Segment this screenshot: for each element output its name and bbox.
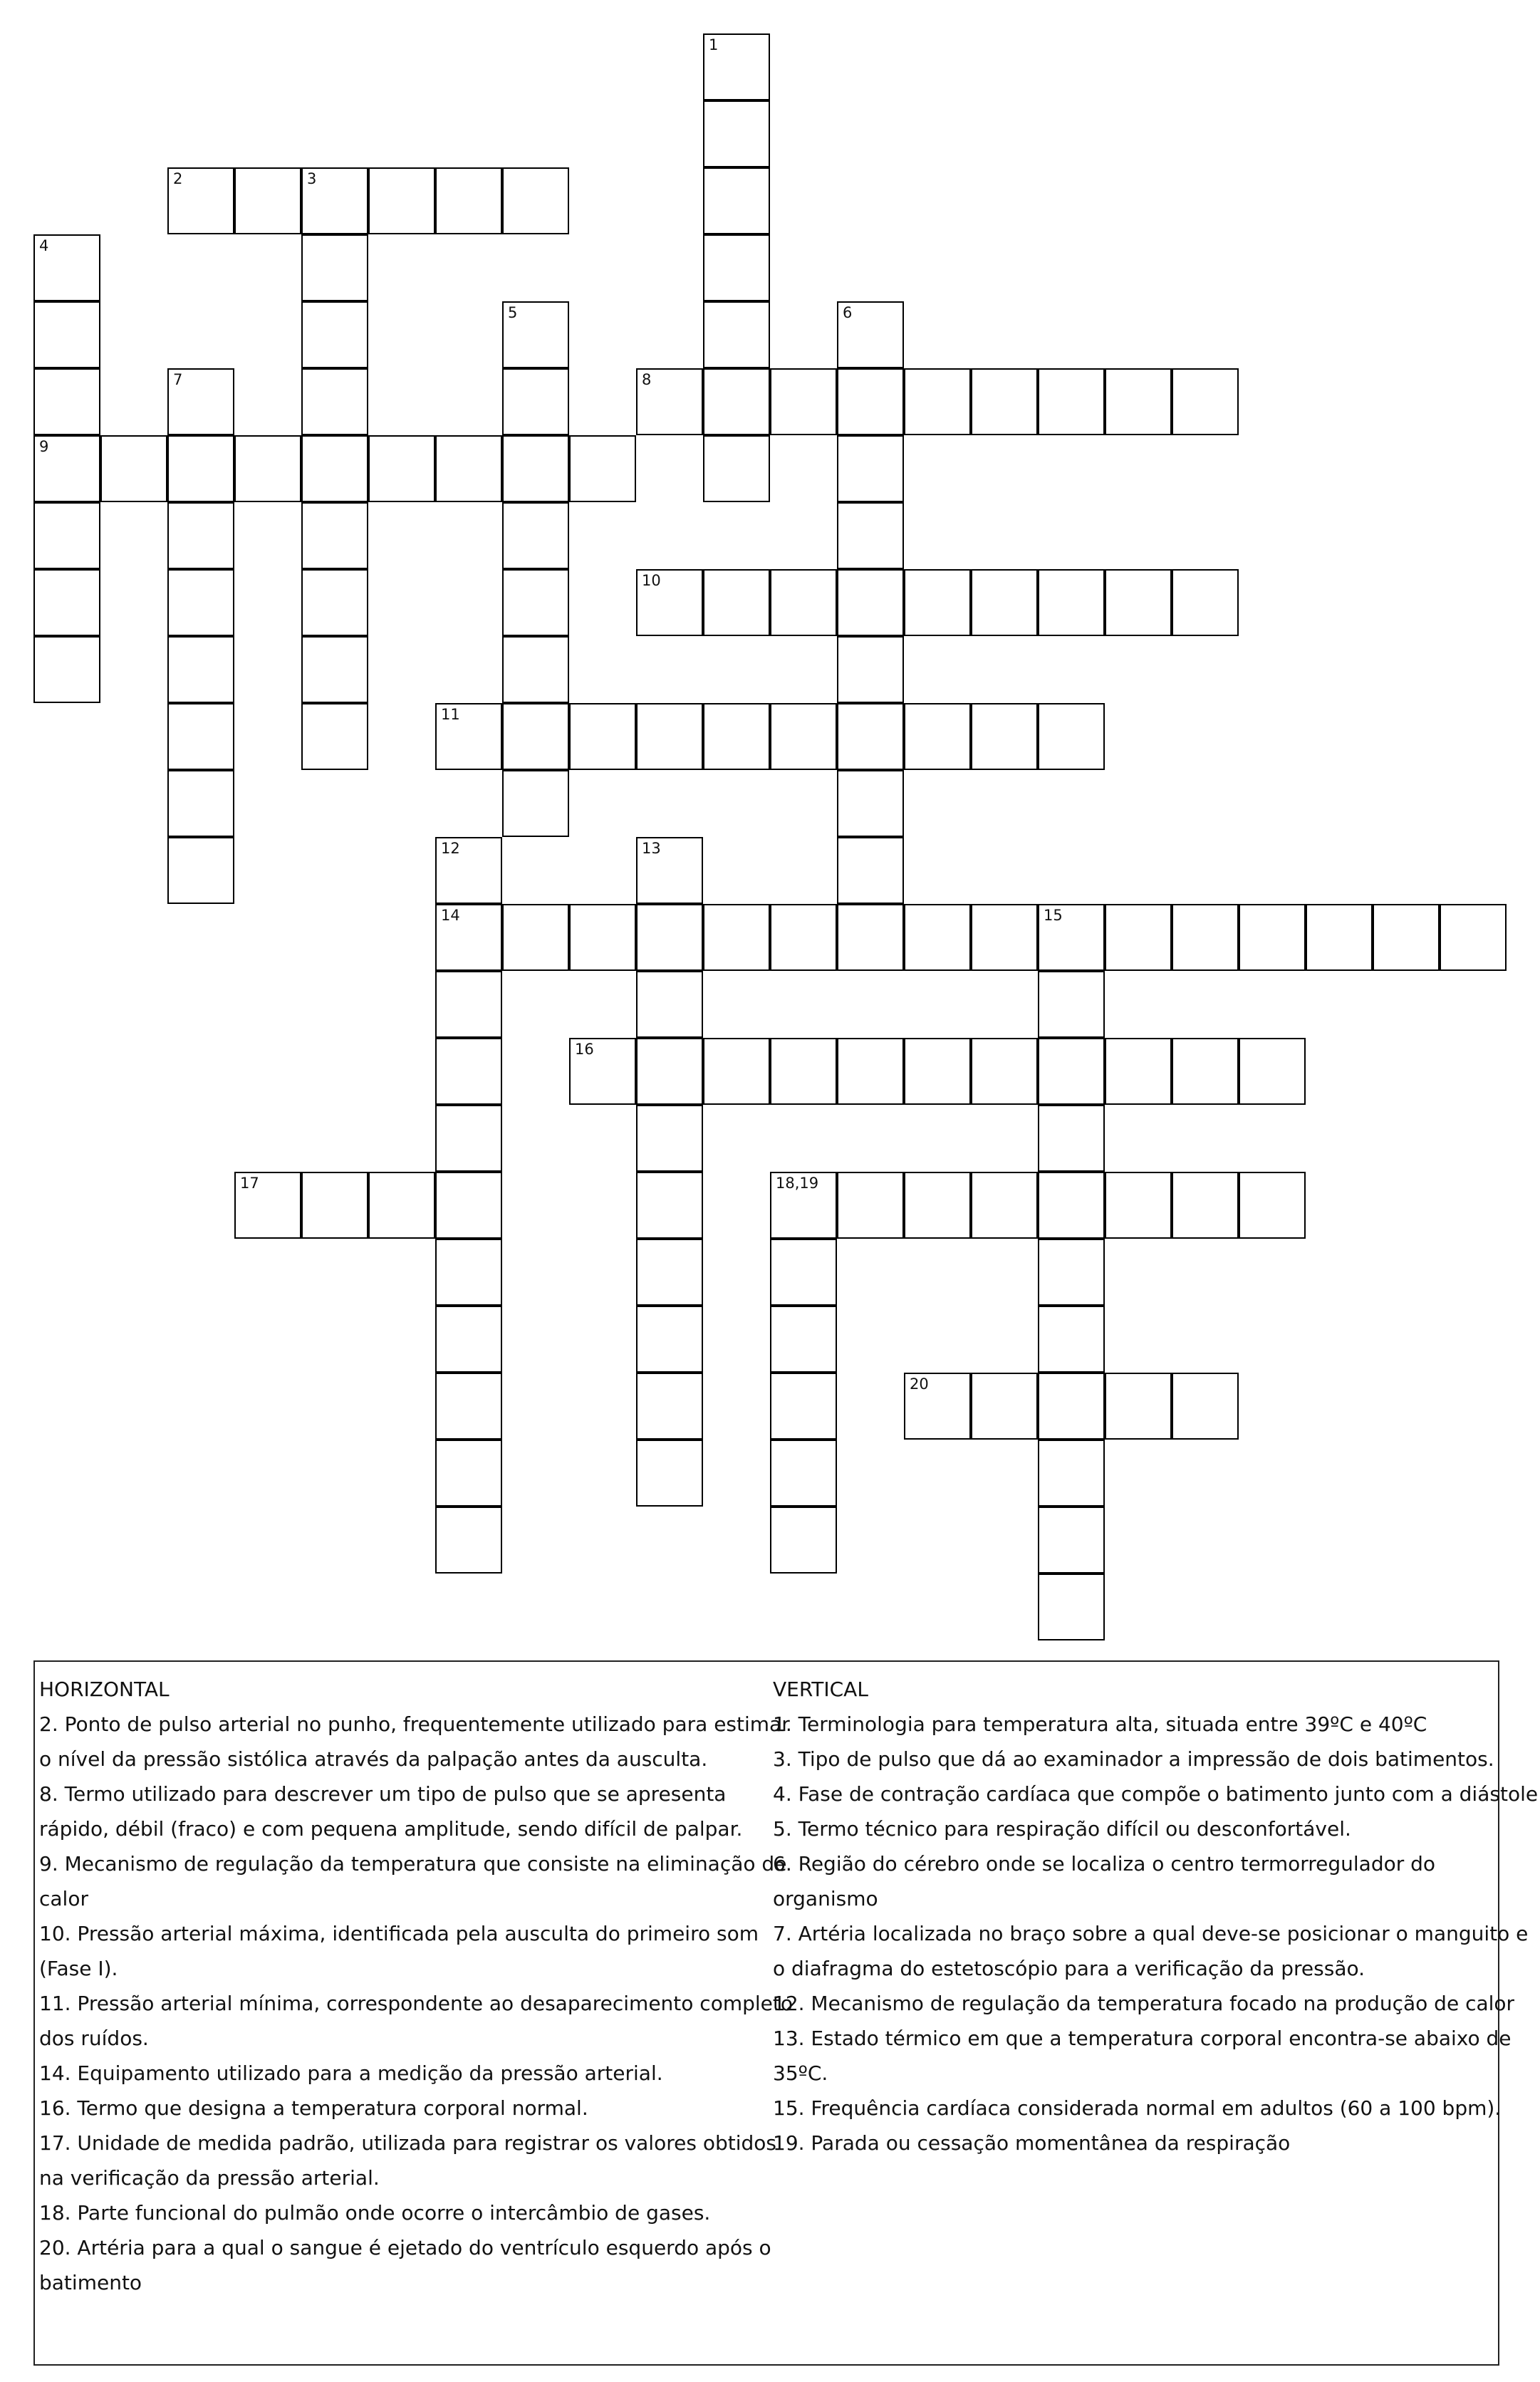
crossword-cell[interactable] xyxy=(971,1172,1038,1239)
clue-text: 16. Termo que designa a temperatura corporal normal. xyxy=(39,2096,588,2120)
clue-text: organismo xyxy=(773,1887,878,1910)
crossword-cell[interactable] xyxy=(301,1172,368,1239)
vertical-clues xyxy=(773,1672,1539,2160)
crossword-cell[interactable] xyxy=(971,703,1038,770)
clue-item xyxy=(773,1742,1492,1777)
clue-item xyxy=(39,1986,793,2056)
crossword-cell[interactable] xyxy=(1373,904,1440,971)
crossword-cell[interactable] xyxy=(904,1172,971,1239)
crossword-cell[interactable] xyxy=(837,770,904,837)
clue-item xyxy=(773,1777,1539,1811)
crossword-cell[interactable] xyxy=(33,368,100,435)
crossword-cell[interactable] xyxy=(301,636,368,703)
crossword-cell[interactable] xyxy=(569,435,636,502)
clue-text: 18. Parte funcional do pulmão onde ocorre o intercâmbio de gases. xyxy=(39,2201,711,2225)
clue-number: 11 xyxy=(441,706,460,723)
crossword-cell[interactable] xyxy=(1038,569,1105,636)
crossword-cell[interactable] xyxy=(703,301,770,368)
clue-item xyxy=(773,2021,1512,2091)
crossword-cell[interactable] xyxy=(33,435,100,502)
clue-item xyxy=(773,1916,1529,1986)
crossword-cell[interactable] xyxy=(167,837,234,904)
crossword-cell[interactable] xyxy=(703,368,770,435)
crossword-cell[interactable] xyxy=(703,234,770,301)
crossword-cell[interactable] xyxy=(435,1105,502,1172)
crossword-cell[interactable] xyxy=(1440,904,1507,971)
crossword-cell[interactable] xyxy=(904,1373,971,1440)
crossword-cell[interactable] xyxy=(435,1306,502,1373)
clue-number: 4 xyxy=(39,237,49,254)
crossword-cell[interactable] xyxy=(636,1105,703,1172)
crossword-cell[interactable] xyxy=(1038,703,1105,770)
crossword-cell[interactable] xyxy=(703,100,770,167)
clue-number: 16 xyxy=(575,1041,594,1058)
crossword-cell[interactable] xyxy=(502,368,569,435)
crossword-cell[interactable] xyxy=(435,435,502,502)
crossword-cell[interactable] xyxy=(636,1172,703,1239)
crossword-cell[interactable] xyxy=(837,636,904,703)
crossword-cell[interactable] xyxy=(837,569,904,636)
crossword-cell[interactable] xyxy=(636,569,703,636)
crossword-cell[interactable] xyxy=(1038,971,1105,1038)
crossword-cell[interactable] xyxy=(502,167,569,234)
clue-text: 8. Termo utilizado para descrever um tipo de pulso que se apresenta xyxy=(39,1782,727,1806)
crossword-cell[interactable] xyxy=(1172,904,1239,971)
clue-item xyxy=(773,1846,1492,1916)
clue-number: 12 xyxy=(441,840,460,857)
clue-item xyxy=(773,2091,1502,2126)
clue-item xyxy=(39,2230,777,2300)
horizontal-clues-heading: HORIZONTAL xyxy=(39,1678,170,1701)
crossword-cell[interactable] xyxy=(1105,368,1172,435)
clue-text: o diafragma do estetoscópio para a verificação da pressão. xyxy=(773,1957,1365,1980)
crossword-cell[interactable] xyxy=(636,971,703,1038)
crossword-cell[interactable] xyxy=(1105,904,1172,971)
crossword-cell[interactable] xyxy=(435,703,502,770)
crossword-cell[interactable] xyxy=(837,1172,904,1239)
crossword-cell[interactable] xyxy=(301,703,368,770)
crossword-cell[interactable] xyxy=(770,1507,837,1574)
clue-text: 35ºC. xyxy=(773,2061,828,2085)
clue-text: 13. Estado térmico em que a temperatura corporal encontra-se abaixo de xyxy=(773,2027,1512,2050)
horizontal-clue-list xyxy=(39,1707,793,2300)
crossword-cell[interactable] xyxy=(1172,1373,1239,1440)
crossword-cell[interactable] xyxy=(837,301,904,368)
clue-text: 5. Termo técnico para respiração difícil ou desconfortável. xyxy=(773,1817,1351,1841)
crossword-cell[interactable] xyxy=(904,569,971,636)
crossword-cell[interactable] xyxy=(703,33,770,100)
clue-item xyxy=(39,2091,777,2126)
clue-text: 10. Pressão arterial máxima, identificada pela ausculta do primeiro som xyxy=(39,1922,759,1945)
crossword-cell[interactable] xyxy=(368,435,435,502)
clue-text: 15. Frequência cardíaca considerada normal em adultos (60 a 100 bpm). xyxy=(773,2096,1502,2120)
crossword-cell[interactable] xyxy=(770,703,837,770)
crossword-cell[interactable] xyxy=(502,770,569,837)
crossword-cell[interactable] xyxy=(167,502,234,569)
crossword-cell[interactable] xyxy=(368,167,435,234)
clue-item xyxy=(773,1811,1492,1846)
crossword-cell[interactable] xyxy=(636,837,703,904)
crossword-cell[interactable] xyxy=(502,502,569,569)
crossword-cell[interactable] xyxy=(636,1239,703,1306)
crossword-cell[interactable] xyxy=(368,1172,435,1239)
clue-text: 11. Pressão arterial mínima, correspondente ao desaparecimento completo xyxy=(39,1992,793,2015)
clue-number: 7 xyxy=(173,371,183,388)
crossword-cell[interactable] xyxy=(837,368,904,435)
clue-item xyxy=(39,1777,777,1846)
clue-number: 20 xyxy=(910,1375,929,1393)
crossword-cell[interactable] xyxy=(837,703,904,770)
crossword-cell[interactable] xyxy=(971,368,1038,435)
crossword-cell[interactable] xyxy=(770,1440,837,1507)
clue-number: 1 xyxy=(709,36,719,53)
crossword-cell[interactable] xyxy=(167,167,234,234)
crossword-cell[interactable] xyxy=(33,234,100,301)
crossword-cell[interactable] xyxy=(837,1038,904,1105)
crossword-cell[interactable] xyxy=(569,1038,636,1105)
crossword-cell[interactable] xyxy=(502,703,569,770)
crossword-cell[interactable] xyxy=(502,636,569,703)
clue-number: 18,19 xyxy=(776,1175,819,1192)
crossword-cell[interactable] xyxy=(636,703,703,770)
clue-item xyxy=(39,2126,777,2195)
crossword-cell[interactable] xyxy=(703,1038,770,1105)
crossword-cell[interactable] xyxy=(100,435,167,502)
clue-number: 17 xyxy=(240,1175,259,1192)
crossword-cell[interactable] xyxy=(435,1038,502,1105)
clue-text: 9. Mecanismo de regulação da temperatura que consiste na eliminação de xyxy=(39,1852,787,1876)
crossword-cell[interactable] xyxy=(33,502,100,569)
crossword-cell[interactable] xyxy=(971,569,1038,636)
crossword-cell[interactable] xyxy=(1038,1038,1105,1105)
crossword-cell[interactable] xyxy=(770,1373,837,1440)
clue-item xyxy=(39,1916,777,1986)
horizontal-clues xyxy=(39,1672,793,2300)
crossword-cell[interactable] xyxy=(569,703,636,770)
crossword-cell[interactable] xyxy=(502,301,569,368)
clue-text: 17. Unidade de medida padrão, utilizada para registrar os valores obtidos xyxy=(39,2131,776,2155)
clue-number: 2 xyxy=(173,170,183,187)
clue-item xyxy=(773,1707,1492,1742)
crossword-cell[interactable] xyxy=(502,569,569,636)
crossword-cell[interactable] xyxy=(904,1038,971,1105)
clue-number: 8 xyxy=(642,371,652,388)
clue-item xyxy=(773,1986,1515,2021)
crossword-cell[interactable] xyxy=(33,301,100,368)
crossword-cell[interactable] xyxy=(502,435,569,502)
crossword-cell[interactable] xyxy=(1105,1038,1172,1105)
crossword-cell[interactable] xyxy=(971,904,1038,971)
clue-text: rápido, débil (fraco) e com pequena amplitude, sendo difícil de palpar. xyxy=(39,1817,743,1841)
crossword-cell[interactable] xyxy=(167,636,234,703)
crossword-cell[interactable] xyxy=(1038,368,1105,435)
crossword-cell[interactable] xyxy=(770,1172,837,1239)
crossword-cell[interactable] xyxy=(301,167,368,234)
clue-number: 6 xyxy=(843,304,853,321)
clue-number: 3 xyxy=(307,170,317,187)
clue-item xyxy=(773,2126,1492,2160)
crossword-cell[interactable] xyxy=(167,703,234,770)
crossword-cell[interactable] xyxy=(1239,1172,1306,1239)
crossword-cell[interactable] xyxy=(1172,569,1239,636)
crossword-cell[interactable] xyxy=(301,301,368,368)
crossword-cell[interactable] xyxy=(1172,368,1239,435)
crossword-cell[interactable] xyxy=(1239,904,1306,971)
clue-text: calor xyxy=(39,1887,88,1910)
crossword-cell[interactable] xyxy=(770,569,837,636)
crossword-cell[interactable] xyxy=(770,1239,837,1306)
crossword-cell[interactable] xyxy=(971,1373,1038,1440)
crossword-cell[interactable] xyxy=(703,904,770,971)
crossword-cell[interactable] xyxy=(167,368,234,435)
crossword-cell[interactable] xyxy=(167,569,234,636)
crossword-cell[interactable] xyxy=(636,368,703,435)
clue-text: dos ruídos. xyxy=(39,2027,149,2050)
crossword-cell[interactable] xyxy=(636,904,703,971)
crossword-cell[interactable] xyxy=(1038,1574,1105,1640)
crossword-cell[interactable] xyxy=(1105,1373,1172,1440)
crossword-cell[interactable] xyxy=(301,569,368,636)
crossword-cell[interactable] xyxy=(837,837,904,904)
crossword-cell[interactable] xyxy=(435,1172,502,1239)
clue-number: 9 xyxy=(39,438,49,455)
crossword-cell[interactable] xyxy=(770,1306,837,1373)
clue-text: (Fase I). xyxy=(39,1957,118,1980)
crossword-cell[interactable] xyxy=(904,703,971,770)
vertical-clues-heading: VERTICAL xyxy=(773,1678,868,1701)
crossword-cell[interactable] xyxy=(1306,904,1373,971)
vertical-clue-list xyxy=(773,1707,1539,2160)
clue-text: na verificação da pressão arterial. xyxy=(39,2166,380,2190)
crossword-cell[interactable] xyxy=(1105,1172,1172,1239)
crossword-cell[interactable] xyxy=(1038,1172,1105,1239)
crossword-cell[interactable] xyxy=(1038,1440,1105,1507)
crossword-cell[interactable] xyxy=(33,636,100,703)
crossword-cell[interactable] xyxy=(435,1507,502,1574)
crossword-cell[interactable] xyxy=(770,368,837,435)
crossword-cell[interactable] xyxy=(301,368,368,435)
crossword-cell[interactable] xyxy=(1038,1105,1105,1172)
crossword-cell[interactable] xyxy=(703,569,770,636)
clue-text: o nível da pressão sistólica através da palpação antes da ausculta. xyxy=(39,1747,708,1771)
clue-text: 14. Equipamento utilizado para a medição da pressão arterial. xyxy=(39,2061,663,2085)
crossword-cell[interactable] xyxy=(770,904,837,971)
crossword-cell[interactable] xyxy=(435,1239,502,1306)
crossword-cell[interactable] xyxy=(636,1440,703,1507)
crossword-cell[interactable] xyxy=(703,703,770,770)
crossword-cell[interactable] xyxy=(1038,904,1105,971)
clue-item xyxy=(39,2195,777,2230)
clue-item xyxy=(39,1846,787,1916)
crossword-cell[interactable] xyxy=(636,1038,703,1105)
crossword-cell[interactable] xyxy=(1172,1038,1239,1105)
clue-number: 10 xyxy=(642,572,661,589)
crossword-cell[interactable] xyxy=(301,234,368,301)
crossword-cell[interactable] xyxy=(569,904,636,971)
clue-text: batimento xyxy=(39,2271,142,2294)
crossword-cell[interactable] xyxy=(301,502,368,569)
crossword-cell[interactable] xyxy=(971,1038,1038,1105)
clue-text: 7. Artéria localizada no braço sobre a qual deve-se posicionar o manguito e xyxy=(773,1922,1529,1945)
crossword-cell[interactable] xyxy=(1172,1172,1239,1239)
crossword-cell[interactable] xyxy=(435,971,502,1038)
crossword-cell[interactable] xyxy=(33,569,100,636)
clue-number: 15 xyxy=(1044,907,1063,924)
crossword-cell[interactable] xyxy=(435,837,502,904)
crossword-cell[interactable] xyxy=(234,1172,301,1239)
clues-panel xyxy=(33,1660,1539,2366)
crossword-cell[interactable] xyxy=(904,368,971,435)
crossword-cell[interactable] xyxy=(167,770,234,837)
clue-text: 1. Terminologia para temperatura alta, situada entre 39ºC e 40ºC xyxy=(773,1712,1427,1736)
crossword-cell[interactable] xyxy=(636,1306,703,1373)
crossword-cell[interactable] xyxy=(837,904,904,971)
clue-text: 19. Parada ou cessação momentânea da respiração xyxy=(773,2131,1291,2155)
crossword-cell[interactable] xyxy=(904,904,971,971)
crossword-cell[interactable] xyxy=(1105,569,1172,636)
crossword-cell[interactable] xyxy=(234,167,301,234)
crossword-cell[interactable] xyxy=(167,435,234,502)
clue-number: 5 xyxy=(508,304,518,321)
crossword-cell[interactable] xyxy=(703,435,770,502)
clue-item xyxy=(39,1707,790,1777)
clue-text: 4. Fase de contração cardíaca que compõe o batimento junto com a diástole xyxy=(773,1782,1539,1806)
crossword-cell[interactable] xyxy=(435,167,502,234)
crossword-cell[interactable] xyxy=(234,435,301,502)
crossword-cell[interactable] xyxy=(1038,1373,1105,1440)
crossword-cell[interactable] xyxy=(502,904,569,971)
clue-item xyxy=(39,2056,777,2091)
crossword-cell[interactable] xyxy=(435,1373,502,1440)
crossword-cell[interactable] xyxy=(1038,1239,1105,1306)
clue-number: 14 xyxy=(441,907,460,924)
clue-text: 12. Mecanismo de regulação da temperatura focado na produção de calor xyxy=(773,1992,1515,2015)
crossword-cell[interactable] xyxy=(837,435,904,502)
crossword-cell[interactable] xyxy=(770,1038,837,1105)
crossword-cell[interactable] xyxy=(636,1373,703,1440)
clue-text: 20. Artéria para a qual o sangue é ejetado do ventrículo esquerdo após o xyxy=(39,2236,771,2259)
clue-text: 6. Região do cérebro onde se localiza o centro termorregulador do xyxy=(773,1852,1436,1876)
clue-text: 3. Tipo de pulso que dá ao examinador a impressão de dois batimentos. xyxy=(773,1747,1494,1771)
crossword-cell[interactable] xyxy=(1038,1507,1105,1574)
crossword-cell[interactable] xyxy=(435,1440,502,1507)
clue-number: 13 xyxy=(642,840,661,857)
crossword-cell[interactable] xyxy=(301,435,368,502)
clue-text: 2. Ponto de pulso arterial no punho, frequentemente utilizado para estimar xyxy=(39,1712,790,1736)
crossword-cell[interactable] xyxy=(703,167,770,234)
crossword-cell[interactable] xyxy=(837,502,904,569)
crossword-cell[interactable] xyxy=(435,904,502,971)
crossword-cell[interactable] xyxy=(1239,1038,1306,1105)
crossword-cell[interactable] xyxy=(1038,1306,1105,1373)
